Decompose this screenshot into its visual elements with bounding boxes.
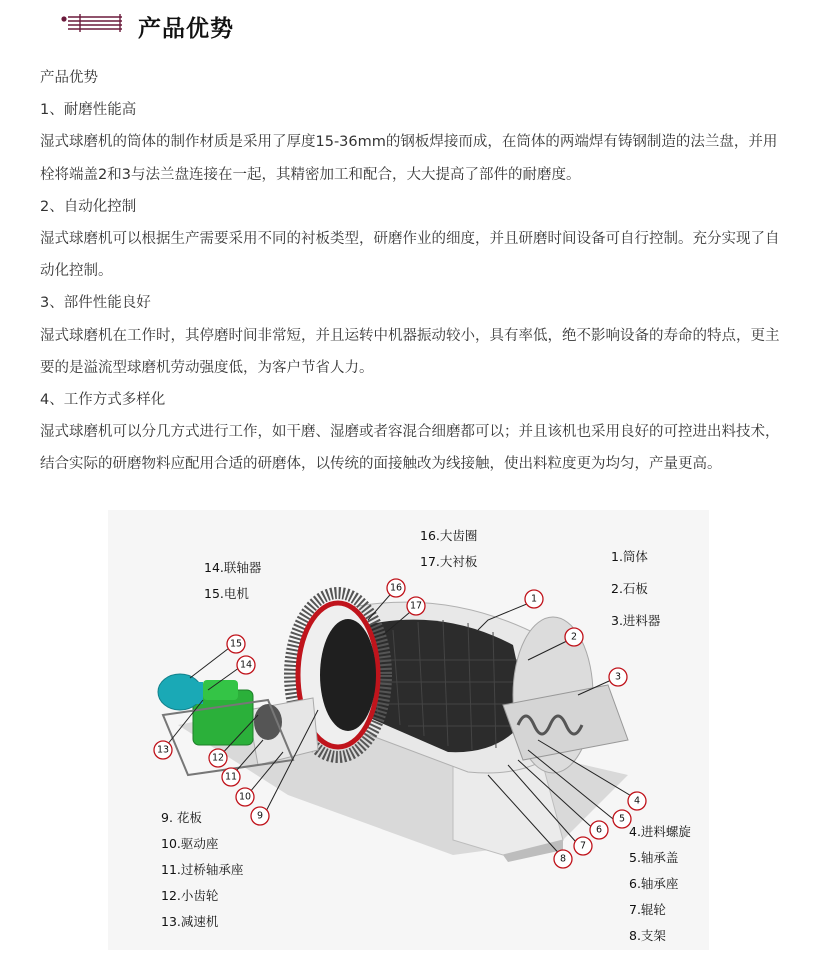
callout-14: 14 xyxy=(239,659,253,671)
article-body xyxy=(40,62,790,481)
callout-16: 16 xyxy=(389,582,403,594)
label-part-2: 2.石板 xyxy=(611,581,648,596)
intro-text: 产品优势 xyxy=(40,70,98,86)
item-text: 湿式球磨机的筒体的制作材质是采用了厚度15-36mm的钢板焊接而成，在筒体的两端焊有铸钢制造的法兰盘，并用栓将端盖2和3与法兰盘连接在一起，其精密加工和配合，大大提高了部件的耐磨度。 xyxy=(40,134,778,183)
callout-2: 2 xyxy=(570,631,578,643)
section-header xyxy=(0,0,813,52)
item-text: 湿式球磨机可以根据生产需要采用不同的衬板类型，研磨作业的细度，并且研磨时间设备可自行控制。充分实现了自动化控制。 xyxy=(40,231,780,280)
label-part-5: 5.轴承盖 xyxy=(629,850,679,865)
label-part-9: 9. 花板 xyxy=(161,810,202,825)
label-part-7: 7.辊轮 xyxy=(629,902,666,917)
item-heading: 2、自动化控制 xyxy=(40,198,137,215)
item-text: 湿式球磨机在工作时，其停磨时间非常短，并且运转中机器振动较小，具有率低，绝不影响设备的寿命的特点，更主要的是溢流型球磨机劳动强度低，为客户节省人力。 xyxy=(40,327,780,376)
callout-12: 12 xyxy=(211,752,225,764)
label-part-13: 13.减速机 xyxy=(161,914,219,929)
label-part-11: 11.过桥轴承座 xyxy=(161,862,244,877)
callout-17: 17 xyxy=(409,600,423,612)
label-part-17: 17.大衬板 xyxy=(420,554,478,569)
callout-15: 15 xyxy=(229,638,243,650)
callout-3: 3 xyxy=(614,671,622,683)
callout-11: 11 xyxy=(224,771,238,783)
callout-10: 10 xyxy=(238,791,252,803)
label-part-14: 14.联轴器 xyxy=(204,560,262,575)
label-part-8: 8.支架 xyxy=(629,928,666,943)
label-part-10: 10.驱动座 xyxy=(161,836,219,851)
callout-1: 1 xyxy=(530,593,538,605)
callout-6: 6 xyxy=(595,824,603,836)
label-part-1: 1.筒体 xyxy=(611,549,648,564)
ball-mill-illustration xyxy=(108,510,709,950)
label-part-15: 15.电机 xyxy=(204,586,249,601)
label-part-4: 4.进料螺旋 xyxy=(629,824,691,839)
callout-9: 9 xyxy=(256,810,264,822)
callout-4: 4 xyxy=(633,795,641,807)
ball-mill-diagram xyxy=(108,510,709,950)
callout-7: 7 xyxy=(579,840,587,852)
title-decoration-icon xyxy=(60,12,124,32)
callout-5: 5 xyxy=(618,813,626,825)
callout-13: 13 xyxy=(156,744,170,756)
label-part-6: 6.轴承座 xyxy=(629,876,679,891)
label-part-12: 12.小齿轮 xyxy=(161,888,219,903)
item-text: 湿式球磨机可以分几方式进行工作，如干磨、湿磨或者容混合细磨都可以；并且该机也采用良好的可控进出料技术，结合实际的研磨物料应配用合适的研磨体，以传统的面接触改为线接触，使出料粒度更为均匀，产量更高。 xyxy=(40,424,780,473)
label-part-16: 16.大齿圈 xyxy=(420,528,478,543)
label-part-3: 3.进料器 xyxy=(611,613,661,628)
item-heading: 1、耐磨性能高 xyxy=(40,102,137,119)
callout-8: 8 xyxy=(559,853,567,865)
item-heading: 3、部件性能良好 xyxy=(40,295,151,312)
item-heading: 4、工作方式多样化 xyxy=(40,392,166,409)
section-title: 产品优势 xyxy=(138,16,234,42)
